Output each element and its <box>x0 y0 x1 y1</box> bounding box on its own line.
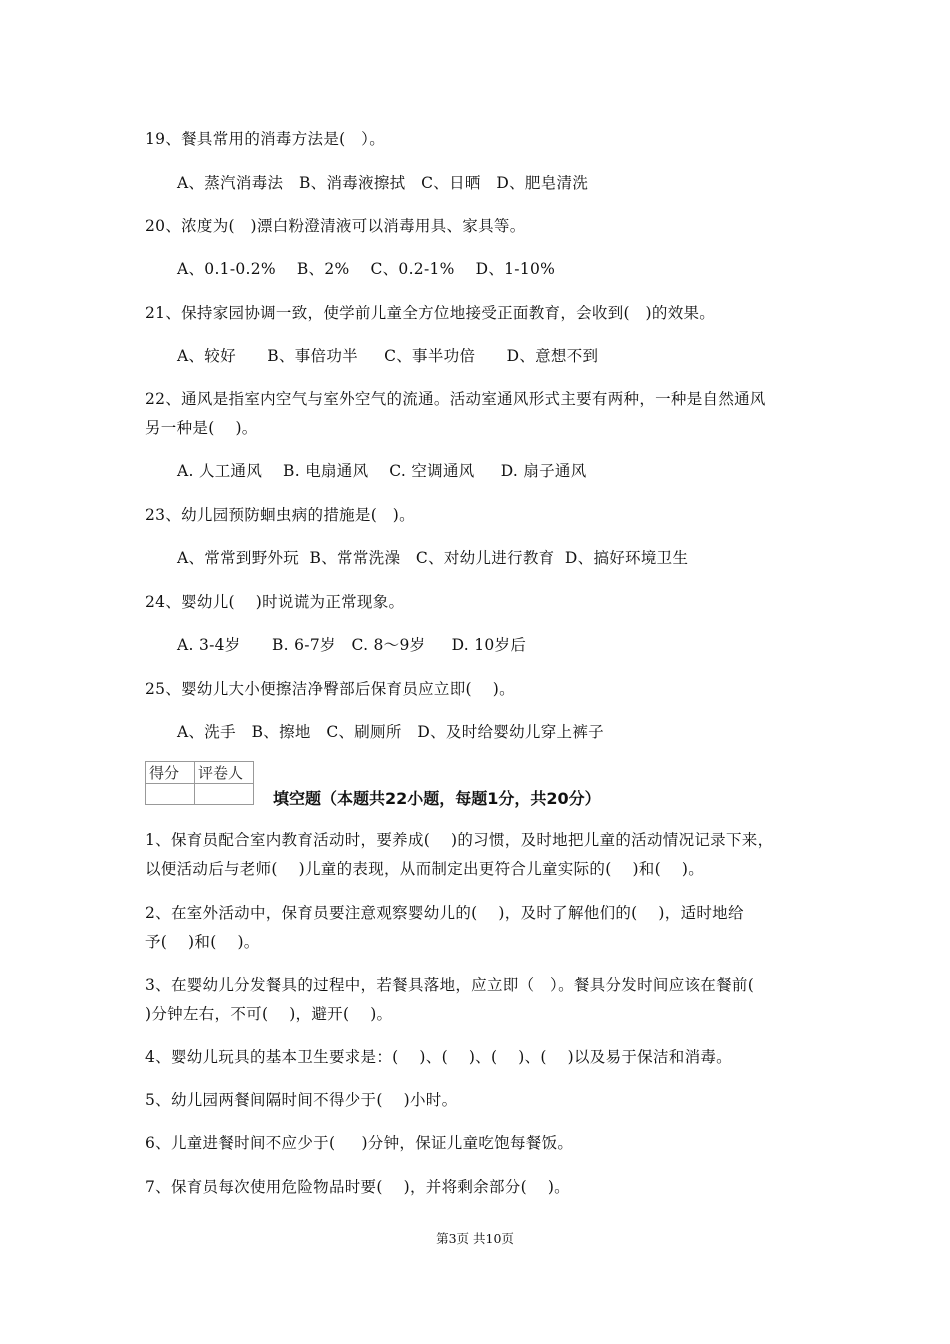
fill-3-line-2: )分钟左右，不可( )，避开( )。 <box>145 1005 393 1023</box>
score-cell <box>146 784 195 805</box>
question-24: 24、婴幼儿( )时说谎为正常现象。 <box>145 593 405 611</box>
question-19: 19、餐具常用的消毒方法是( ）。 <box>145 130 386 148</box>
grader-label: 评卷人 <box>195 762 254 784</box>
question-23-options: A、常常到野外玩 B、常常洗澡 C、对幼儿进行教育 D、搞好环境卫生 <box>177 549 689 567</box>
question-22: 22、通风是指室内空气与室外空气的流通。活动室通风形式主要有两种，一种是自然通风 <box>145 390 766 408</box>
question-22-continued: 另一种是( )。 <box>145 419 258 437</box>
question-23: 23、幼儿园预防蛔虫病的措施是( )。 <box>145 506 415 524</box>
question-24-options: A. 3-4岁 B. 6-7岁 C. 8～9岁 D. 10岁后 <box>177 636 527 654</box>
question-21-options: A、较好 B、事倍功半 C、事半功倍 D、意想不到 <box>177 347 599 365</box>
question-25-options: A、洗手 B、擦地 C、刷厕所 D、及时给婴幼儿穿上裤子 <box>177 723 604 741</box>
question-19-options: A、蒸汽消毒法 B、消毒液擦拭 C、日晒 D、肥皂清洗 <box>177 174 589 192</box>
score-label: 得分 <box>146 762 195 784</box>
fill-4: 4、婴幼儿玩具的基本卫生要求是：( )、( )、( )、( )以及易于保洁和消毒。 <box>145 1048 732 1066</box>
score-box <box>145 761 254 805</box>
page-footer: 第3页 共10页 <box>436 1231 514 1246</box>
grader-cell <box>195 784 254 805</box>
fill-1-line-2: 以便活动后与老师( )儿童的表现，从而制定出更符合儿童实际的( )和( )。 <box>145 860 705 878</box>
fill-2-line-2: 予( )和( )。 <box>145 933 260 951</box>
question-21: 21、保持家园协调一致，使学前儿童全方位地接受正面教育，会收到( )的效果。 <box>145 304 716 322</box>
fill-3-line-1: 3、在婴幼儿分发餐具的过程中，若餐具落地，应立即（ ）。餐具分发时间应该在餐前( <box>145 976 755 994</box>
fill-6: 6、儿童进餐时间不应少于( )分钟，保证儿童吃饱每餐饭。 <box>145 1134 574 1152</box>
fill-7: 7、保育员每次使用危险物品时要( )，并将剩余部分( )。 <box>145 1178 570 1196</box>
question-25: 25、婴幼儿大小便擦洁净臀部后保育员应立即( )。 <box>145 680 515 698</box>
section-title: 填空题（本题共22小题，每题1分，共20分） <box>273 789 601 808</box>
question-22-options: A. 人工通风 B. 电扇通风 C. 空调通风 D. 扇子通风 <box>177 462 587 480</box>
fill-2-line-1: 2、在室外活动中，保育员要注意观察婴幼儿的( )，及时了解他们的( )，适时地给 <box>145 904 744 922</box>
question-20: 20、浓度为( )漂白粉澄清液可以消毒用具、家具等。 <box>145 217 526 235</box>
question-20-options: A、0.1-0.2% B、2% C、0.2-1% D、1-10% <box>177 260 556 278</box>
fill-1-line-1: 1、保育员配合室内教育活动时，要养成( )的习惯，及时地把儿童的活动情况记录下来， <box>145 831 774 849</box>
fill-5: 5、幼儿园两餐间隔时间不得少于( )小时。 <box>145 1091 458 1109</box>
